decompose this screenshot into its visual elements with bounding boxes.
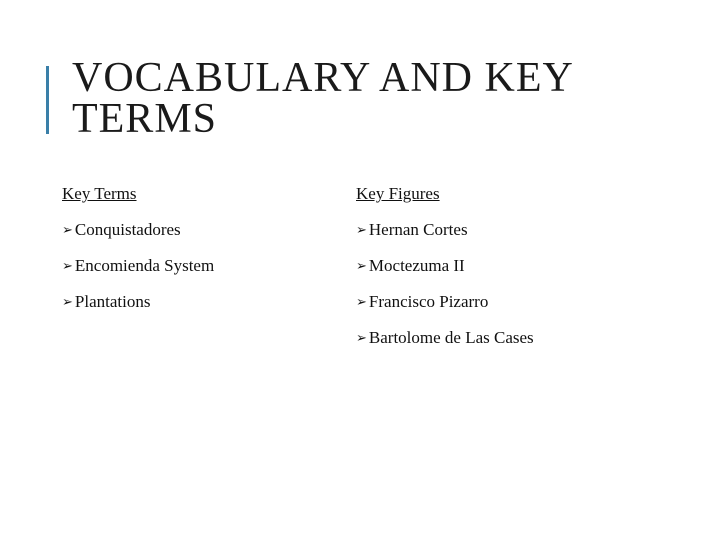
title-accent-bar	[46, 66, 49, 134]
key-figures-column	[356, 182, 696, 362]
list-item	[62, 254, 332, 278]
key-terms-column	[62, 182, 332, 326]
list-item	[62, 290, 332, 314]
key-figures-header: Key Figures	[356, 184, 440, 203]
list-item-label: Encomienda System	[74, 256, 215, 275]
list-item-label: Bartolome de Las Cases	[368, 328, 534, 347]
list-item	[356, 254, 696, 278]
list-item	[356, 218, 696, 242]
arrow-bullet-icon: ➢	[356, 295, 367, 310]
list-item-label: Moctezuma II	[368, 256, 465, 275]
arrow-bullet-icon: ➢	[356, 331, 367, 346]
list-item-label: Hernan Cortes	[368, 220, 468, 239]
key-terms-header: Key Terms	[62, 184, 137, 203]
arrow-bullet-icon: ➢	[62, 223, 73, 238]
list-item-label: Francisco Pizarro	[368, 292, 489, 311]
slide-title: VOCABULARY AND KEY TERMS	[72, 55, 573, 142]
list-item	[62, 218, 332, 242]
arrow-bullet-icon: ➢	[356, 259, 367, 274]
list-item	[356, 290, 696, 314]
arrow-bullet-icon: ➢	[356, 223, 367, 238]
arrow-bullet-icon: ➢	[62, 295, 73, 310]
arrow-bullet-icon: ➢	[62, 259, 73, 274]
list-item	[356, 326, 696, 350]
list-item-label: Conquistadores	[74, 220, 181, 239]
list-item-label: Plantations	[74, 292, 151, 311]
